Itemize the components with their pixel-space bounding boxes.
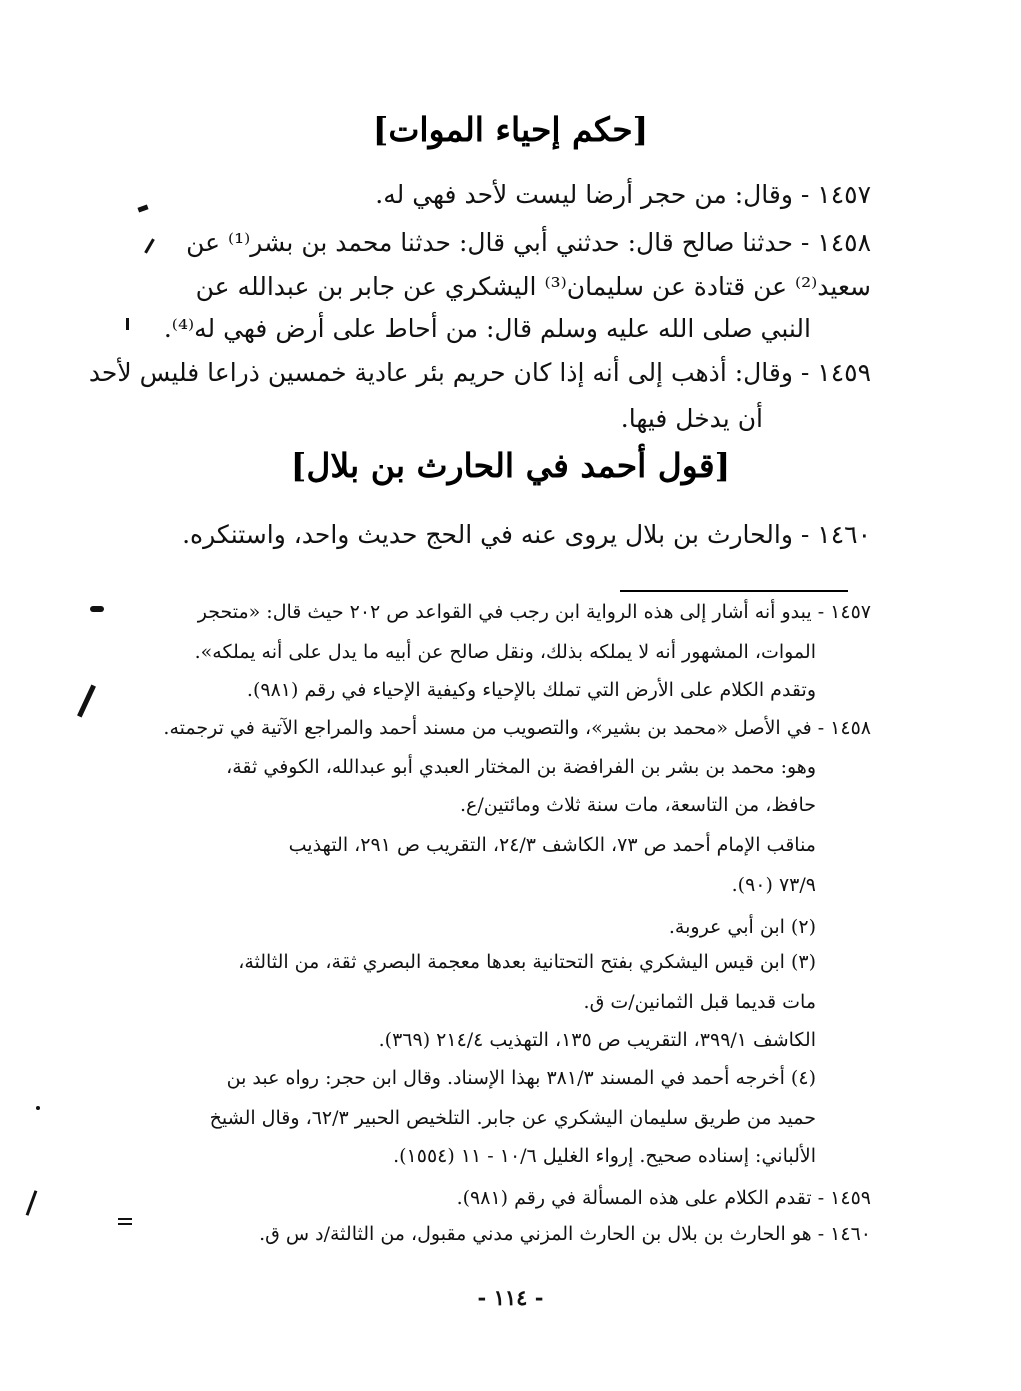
scan-mark [77, 685, 96, 718]
section-heading-reviving-dead-land: [حكم إحياء الموات] [372, 110, 649, 149]
footnote-line-10: (٣) ابن قيس اليشكري بفتح التحتانية بعدها معجمة البصري ثقة، من الثالثة، [238, 951, 816, 973]
footnote-line-8: ٧٣/٩ (٩٠). [731, 874, 816, 896]
text-line-1457: ١٤٥٧ - وقال: من حجر أرضا ليست لأحد فهي له. [375, 180, 871, 209]
footnote-line-4: ١٤٥٨ - في الأصل «محمد بن بشير»، والتصويب من مسند أحمد والمراجع الآتية في ترجمته. [163, 717, 871, 739]
scan-mark [90, 606, 104, 612]
footnote-line-1: ١٤٥٧ - يبدو أنه أشار إلى هذه الرواية ابن رجب في القواعد ص ٢٠٢ حيث قال: «متحجر [197, 601, 871, 623]
text-line-1458-cont-2: النبي صلى الله عليه وسلم قال: من أحاط على أرض فهي له⁽⁴⁾. [163, 314, 811, 343]
scan-mark [118, 1218, 132, 1220]
text-line-1458-cont-1: سعيد⁽²⁾ عن قتادة عن سليمان⁽³⁾ اليشكري عن جابر بن عبدالله عن [195, 272, 871, 301]
footnote-line-11: مات قديما قبل الثمانين/ت ق. [583, 991, 816, 1013]
scan-mark [36, 1106, 40, 1110]
text-line-1459: ١٤٥٩ - وقال: أذهب إلى أنه إذا كان حريم بئر عادية خمسين ذراعا فليس لأحد [88, 358, 871, 387]
footnote-line-17: ١٤٦٠ - هو الحارث بن بلال بن الحارث المزني مدني مقبول، من الثالثة/د س ق. [259, 1223, 871, 1245]
footnote-line-16: ١٤٥٩ - تقدم الكلام على هذه المسألة في رقم (٩٨١). [456, 1187, 871, 1209]
footnote-line-5: وهو: محمد بن بشر بن الفرافضة بن المختار العبدي أبو عبدالله، الكوفي ثقة، [226, 756, 816, 778]
footnote-line-14: حميد من طريق سليمان اليشكري عن جابر. التلخيص الحبير ٦٢/٣، وقال الشيخ [209, 1107, 816, 1129]
footnote-line-2: الموات، المشهور أنه لا يملكه بذلك، ونقل صالح عن أبيه ما يدل على أنه يملكه». [194, 641, 816, 663]
text-line-1460: ١٤٦٠ - والحارث بن بلال يروى عنه في الحج حديث واحد، واستنكره. [182, 520, 871, 549]
scan-mark [137, 204, 148, 212]
footnote-line-7: مناقب الإمام أحمد ص ٧٣، الكاشف ٢٤/٣، التقريب ص ٢٩١، التهذيب [288, 834, 816, 856]
footnote-line-9: (٢) ابن أبي عروبة. [668, 916, 816, 938]
footnote-separator [620, 590, 848, 592]
scan-mark [126, 318, 129, 330]
footnote-line-6: حافظ، من التاسعة، مات سنة ثلاث ومائتين/ع. [460, 794, 816, 816]
page-number: - ١١٤ - [477, 1285, 544, 1310]
scan-mark [26, 1190, 38, 1215]
text-line-1458: ١٤٥٨ - حدثنا صالح قال: حدثني أبي قال: حدثنا محمد بن بشر⁽¹⁾ عن [186, 228, 871, 257]
footnote-line-13: (٤) أخرجه أحمد في المسند ٣٨١/٣ بهذا الإسناد. وقال ابن حجر: رواه عبد بن [226, 1067, 816, 1089]
footnote-line-12: الكاشف ٣٩٩/١، التقريب ص ١٣٥، التهذيب ٢١٤/٤ (٣٦٩). [378, 1029, 816, 1051]
footnote-line-3: وتقدم الكلام على الأرض التي تملك بالإحياء وكيفية الإحياء في رقم (٩٨١). [246, 679, 816, 701]
scan-mark [144, 238, 155, 253]
section-heading-harith-ibn-bilal: [قول أحمد في الحارث بن بلال] [290, 446, 731, 485]
footnote-line-15: الألباني: إسناده صحيح. إرواء الغليل ١٠/٦ - ١١ (١٥٥٤). [393, 1145, 816, 1167]
scan-mark [118, 1223, 132, 1225]
text-line-1459-cont: أن يدخل فيها. [620, 404, 763, 433]
